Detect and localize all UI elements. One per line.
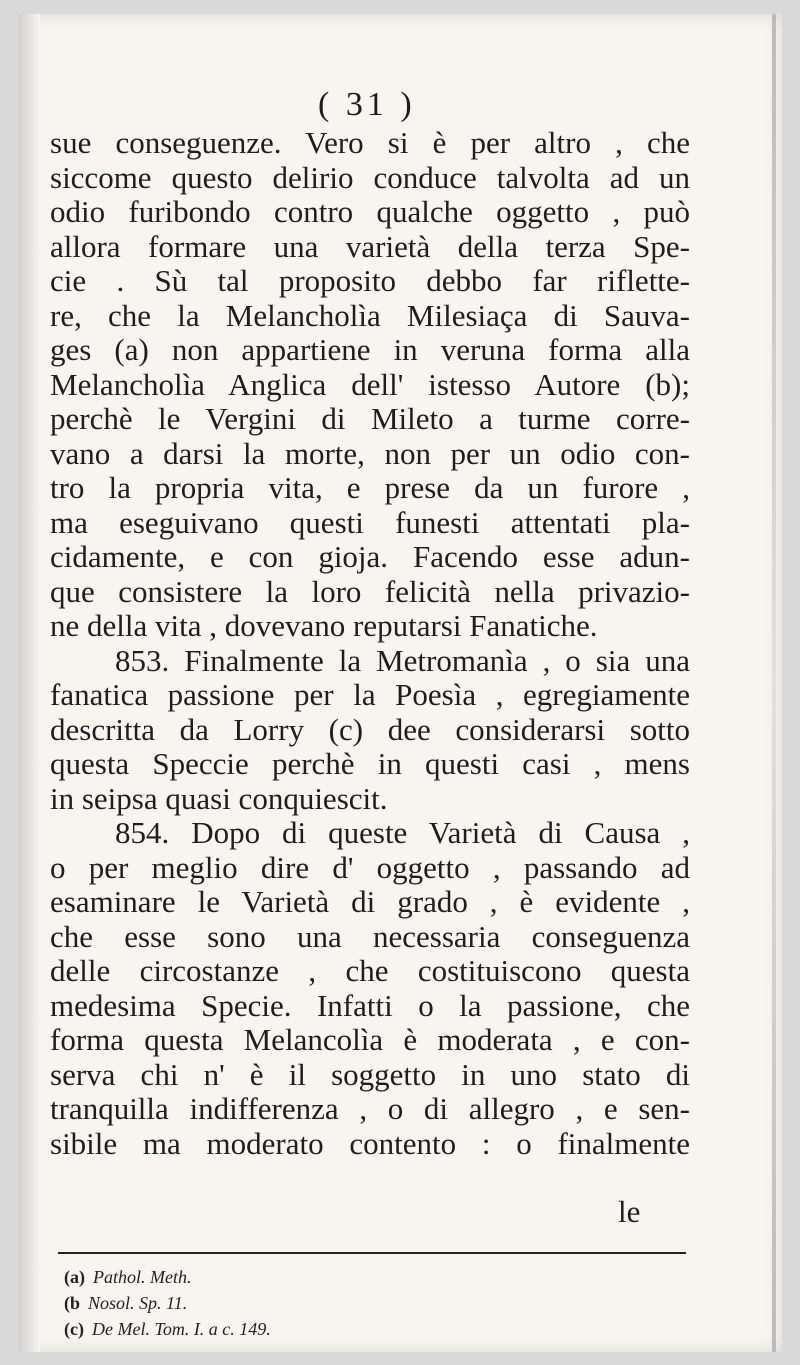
footnote-c: [64, 1316, 271, 1342]
text-line: ges (a) non appartiene in veruna forma alla: [50, 332, 690, 367]
body-text: [50, 126, 690, 1161]
book-page: [18, 14, 782, 1352]
text-line: che esse sono una necessaria conseguenza: [50, 918, 690, 954]
page-number: ( 31 ): [318, 86, 416, 123]
text-line: esaminare le Varietà di grado , è evidente ,: [50, 884, 690, 919]
text-line: vano a darsi la morte, non per un odio con-: [50, 435, 690, 471]
footnote-mark: (a): [64, 1267, 85, 1287]
text-line: descritta da Lorry (c) dee considerarsi sotto: [50, 711, 690, 747]
text-line: tranquilla indifferenza , o di allegro , e sen-: [50, 1091, 690, 1126]
page-gutter-shadow: [18, 14, 40, 1352]
text-line: que consistere la loro felicità nella privazio-: [50, 573, 690, 609]
text-line: re, che la Melancholìa Milesiaça di Sauva-: [50, 297, 690, 333]
footnotes: [64, 1264, 271, 1342]
text-line: Melancholìa Anglica dell' istesso Autore (b);: [50, 366, 690, 402]
text-line: sue conseguenze. Vero si è per altro , che: [50, 125, 690, 160]
text-line: tro la propria vita, e prese da un furore ,: [50, 470, 690, 505]
text-line: cie . Sù tal proposito debbo far riflette-: [50, 263, 690, 298]
text-line: sibile ma moderato contento : o finalmente: [50, 1125, 690, 1161]
text-line: in seipsa quasi conquiescit.: [50, 780, 388, 816]
text-line: cidamente, e con gioja. Facendo esse adun-: [50, 539, 690, 574]
text-line: ma eseguivano questi funesti attentati pla-: [50, 504, 690, 540]
text-line: serva chi n' è il soggetto in uno stato di: [50, 1056, 690, 1092]
paragraph-853-start: 853. Finalmente la Metromanìa , o sia una: [115, 642, 690, 678]
footnote-mark: (c): [64, 1319, 84, 1339]
text-line: ne della vita , dovevano reputarsi Fanatiche.: [50, 608, 598, 643]
footnote-text: Pathol. Meth.: [93, 1267, 192, 1287]
footnote-b: [64, 1290, 271, 1316]
text-line: medesima Specie. Infatti o la passione, che: [50, 987, 690, 1023]
text-line: odio furibondo contro qualche oggetto , può: [50, 194, 690, 229]
footnote-a: [64, 1264, 271, 1290]
text-line: siccome questo delirio conduce talvolta ad un: [50, 159, 690, 195]
text-line: questa Speccie perchè in questi casi , mens: [50, 746, 690, 781]
text-line: o per meglio dire d' oggetto , passando ad: [50, 849, 690, 885]
footnote-text: Nosol. Sp. 11.: [88, 1293, 188, 1313]
footnote-rule: [58, 1252, 686, 1254]
catchword: le: [618, 1194, 641, 1229]
text-line: forma questa Melancolìa è moderata , e con-: [50, 1022, 690, 1057]
text-line: allora formare una varietà della terza Spe-: [50, 228, 690, 264]
page-edge: [772, 14, 776, 1352]
text-line: fanatica passione per la Poesìa , egregiamente: [50, 677, 690, 712]
text-line: delle circostanze , che costituiscono questa: [50, 953, 690, 988]
paragraph-854-start: 854. Dopo di queste Varietà di Causa ,: [115, 815, 690, 850]
text-line: perchè le Vergini di Mileto a turme corre-: [50, 401, 690, 436]
footnote-text: De Mel. Tom. I. a c. 149.: [91, 1319, 271, 1339]
footnote-mark: (b: [64, 1293, 81, 1313]
